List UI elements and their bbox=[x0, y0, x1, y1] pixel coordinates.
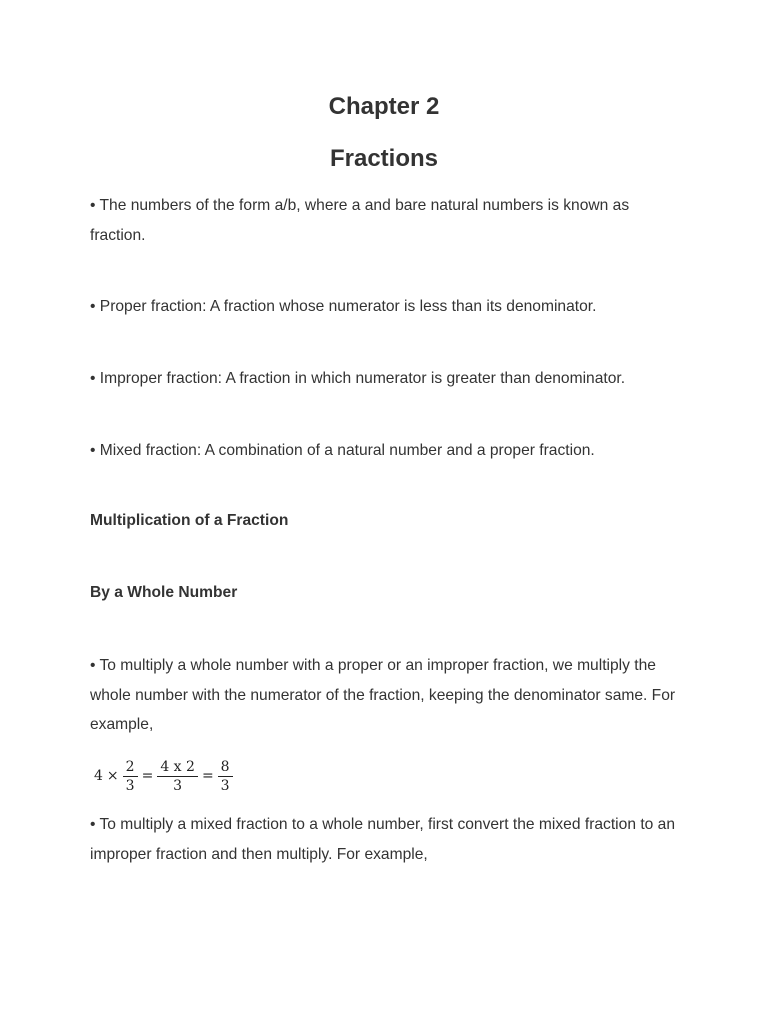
chapter-heading: Chapter 2 bbox=[328, 93, 440, 120]
fraction-numerator: 2 bbox=[123, 759, 138, 777]
equals-symbol: = bbox=[141, 768, 154, 784]
mixed-fraction-rule-paragraph: • To multiply a mixed fraction to a whole number, first convert the mixed fraction to an improper fraction and then multiply. For example, bbox=[90, 816, 676, 863]
mixed-fraction-paragraph: • Mixed fraction: A combination of a natural number and a proper fraction. bbox=[90, 442, 595, 459]
times-symbol: × bbox=[106, 768, 119, 784]
equals-symbol: = bbox=[201, 768, 214, 784]
fraction-numerator: 4 x 2 bbox=[157, 759, 198, 777]
whole-number-rule-paragraph: • To multiply a whole number with a proper or an improper fraction, we multiply the whole number with the numerator of the fraction, keeping the denominator same. For example, bbox=[90, 657, 676, 733]
multiplication-subheading: Multiplication of a Fraction bbox=[90, 512, 289, 529]
fraction-product bbox=[157, 759, 198, 794]
fraction-numerator: 8 bbox=[218, 759, 233, 777]
multiplication-example-equation bbox=[92, 756, 235, 796]
fraction-denominator: 3 bbox=[220, 777, 230, 794]
fraction-result bbox=[218, 759, 233, 794]
whole-number-subheading: By a Whole Number bbox=[90, 584, 238, 601]
fraction-two-thirds bbox=[123, 759, 138, 794]
equation-whole-number: 4 bbox=[94, 768, 103, 784]
improper-fraction-paragraph: • Improper fraction: A fraction in which numerator is greater than denominator. bbox=[90, 370, 626, 387]
page-title: Fractions bbox=[329, 145, 439, 172]
definition-paragraph: • The numbers of the form a/b, where a and bare natural numbers is known as fraction. bbox=[90, 197, 630, 244]
fraction-denominator: 3 bbox=[173, 777, 183, 794]
proper-fraction-paragraph: • Proper fraction: A fraction whose numerator is less than its denominator. bbox=[90, 298, 597, 315]
fraction-denominator: 3 bbox=[125, 777, 135, 794]
